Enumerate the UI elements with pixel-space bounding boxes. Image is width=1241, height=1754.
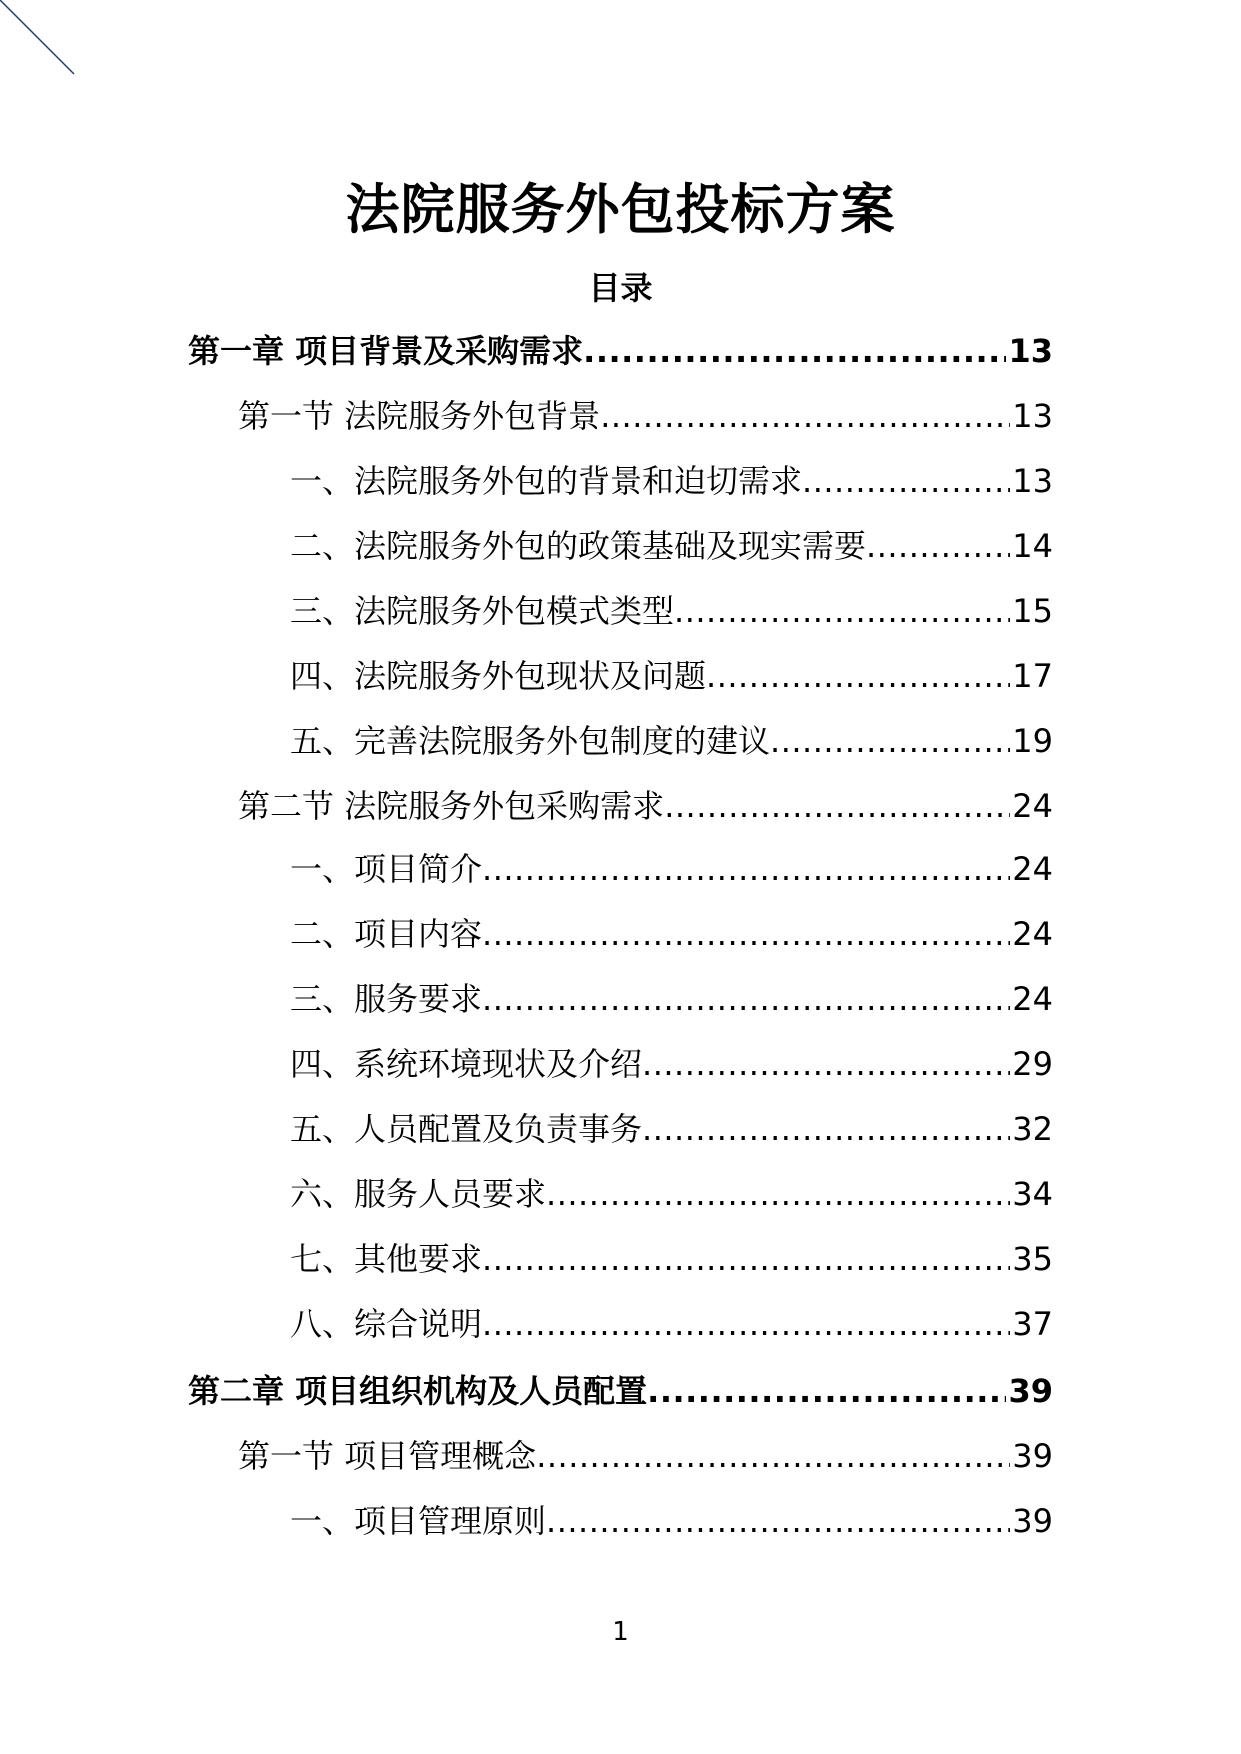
toc-dot-leader — [600, 391, 1010, 441]
toc-entry-text: 第一章 项目背景及采购需求 — [188, 332, 584, 370]
toc-entry-text: 一、项目管理原则 — [290, 1502, 547, 1540]
toc-entry-page: 24 — [1012, 787, 1053, 825]
toc-entry-item[interactable] — [290, 456, 1053, 506]
toc-entry-text: 二、法院服务外包的政策基础及现实需要 — [290, 527, 867, 565]
toc-entry-text: 第二节 法院服务外包采购需求 — [238, 787, 665, 825]
page-number: 1 — [612, 1617, 629, 1647]
toc-entry-page: 15 — [1012, 592, 1053, 630]
toc-entry-page: 35 — [1012, 1240, 1053, 1278]
toc-entry-page: 29 — [1012, 1045, 1053, 1083]
toc-entry-item[interactable] — [290, 974, 1053, 1024]
toc-entry-page: 37 — [1012, 1305, 1053, 1343]
toc-entry-page: 13 — [1012, 397, 1053, 435]
toc-dot-leader — [674, 586, 1010, 636]
toc-dot-leader — [770, 716, 1010, 766]
toc-entry-text: 第一节 项目管理概念 — [238, 1437, 537, 1475]
toc-entry-text: 五、人员配置及负责事务 — [290, 1110, 643, 1148]
toc-entry-text: 五、完善法院服务外包制度的建议 — [290, 722, 771, 760]
toc-entry-page: 13 — [1008, 332, 1053, 370]
toc-dot-leader — [642, 1039, 1010, 1089]
toc-dot-leader — [866, 521, 1010, 571]
toc-dot-leader — [647, 1366, 1006, 1416]
toc-entry-item[interactable] — [290, 716, 1053, 766]
toc-dot-leader — [482, 1234, 1010, 1284]
toc-entry-page: 39 — [1012, 1502, 1053, 1540]
toc-dot-leader — [482, 844, 1010, 894]
toc-entry-text: 三、法院服务外包模式类型 — [290, 592, 675, 630]
toc-entry-text: 六、服务人员要求 — [290, 1175, 547, 1213]
toc-entry-text: 四、法院服务外包现状及问题 — [290, 657, 707, 695]
toc-entry-item[interactable] — [290, 909, 1053, 959]
toc-entry-text: 第一节 法院服务外包背景 — [238, 397, 601, 435]
toc-entry-page: 24 — [1012, 915, 1053, 953]
toc-dot-leader — [664, 781, 1010, 831]
toc-entry-text: 八、综合说明 — [290, 1305, 483, 1343]
toc-entry-page: 13 — [1012, 462, 1053, 500]
toc-dot-leader — [536, 1431, 1010, 1481]
toc-dot-leader — [706, 651, 1010, 701]
toc-entry-chapter-2[interactable] — [188, 1366, 1053, 1416]
toc-entry-item[interactable] — [290, 651, 1053, 701]
toc-entry-page: 39 — [1008, 1372, 1053, 1410]
toc-dot-leader — [642, 1104, 1010, 1154]
toc-dot-leader — [546, 1496, 1010, 1546]
toc-entry-item[interactable] — [290, 844, 1053, 894]
toc-dot-leader — [583, 326, 1006, 376]
toc-entry-section[interactable] — [238, 1431, 1053, 1481]
toc-entry-item[interactable] — [290, 521, 1053, 571]
toc-entry-text: 四、系统环境现状及介绍 — [290, 1045, 643, 1083]
toc-entry-text: 一、项目简介 — [290, 850, 483, 888]
toc-entry-page: 34 — [1012, 1175, 1053, 1213]
toc-heading: 目录 — [588, 269, 653, 307]
toc-entry-item[interactable] — [290, 1299, 1053, 1349]
toc-entry-section[interactable] — [238, 391, 1053, 441]
toc-entry-item[interactable] — [290, 1039, 1053, 1089]
toc-entry-item[interactable] — [290, 586, 1053, 636]
toc-entry-text: 一、法院服务外包的背景和迫切需求 — [290, 462, 803, 500]
toc-entry-chapter-1[interactable] — [188, 326, 1053, 376]
toc-entry-item[interactable] — [290, 1234, 1053, 1284]
toc-entry-text: 第二章 项目组织机构及人员配置 — [188, 1372, 648, 1410]
toc-entry-page: 24 — [1012, 850, 1053, 888]
toc-dot-leader — [482, 1299, 1010, 1349]
toc-entry-page: 17 — [1012, 657, 1053, 695]
toc-entry-text: 二、项目内容 — [290, 915, 483, 953]
toc-entry-page: 14 — [1012, 527, 1053, 565]
toc-entry-page: 19 — [1012, 722, 1053, 760]
toc-dot-leader — [546, 1169, 1010, 1219]
toc-entry-section[interactable] — [238, 781, 1053, 831]
toc-entry-page: 32 — [1012, 1110, 1053, 1148]
toc-dot-leader — [482, 974, 1010, 1024]
toc-dot-leader — [482, 909, 1010, 959]
toc-entry-page: 24 — [1012, 980, 1053, 1018]
toc-entry-item[interactable] — [290, 1104, 1053, 1154]
toc-entry-page: 39 — [1012, 1437, 1053, 1475]
document-title: 法院服务外包投标方案 — [345, 178, 896, 241]
toc-dot-leader — [802, 456, 1010, 506]
toc-entry-item[interactable] — [290, 1496, 1053, 1546]
toc-entry-text: 三、服务要求 — [290, 980, 483, 1018]
toc-entry-text: 七、其他要求 — [290, 1240, 483, 1278]
toc-entry-item[interactable] — [290, 1169, 1053, 1219]
corner-mark-line — [0, 0, 80, 80]
